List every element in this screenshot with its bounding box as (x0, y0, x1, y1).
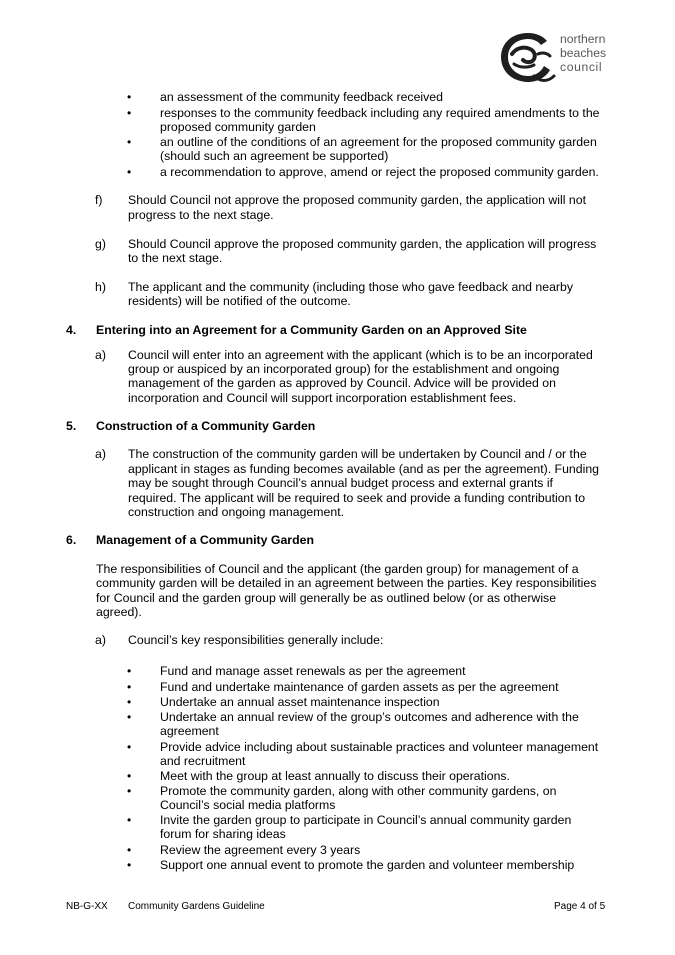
bullet-icon: • (127, 769, 132, 783)
section-heading: Entering into an Agreement for a Community Garden on an Approved Site (96, 323, 527, 337)
list-item: Provide advice including about sustainable practices and volunteer management (160, 740, 599, 754)
item-label: a) (95, 447, 106, 461)
paragraph-line: Council’s key responsibilities generally include: (128, 633, 384, 647)
bullet-icon: • (127, 165, 132, 179)
bullet-icon: • (127, 695, 132, 709)
bullet-icon: • (127, 90, 132, 104)
logo-line-3: council (560, 60, 603, 75)
step-text: The applicant and the community (including those who gave feedback and nearby (128, 280, 574, 294)
list-item: Undertake an annual asset maintenance inspection (160, 695, 440, 709)
paragraph-line: for Council and the garden group will generally be as outlined below (or as otherwise (96, 591, 557, 605)
section-number: 6. (66, 533, 77, 547)
paragraph-line: The responsibilities of Council and the applicant (the garden group) for management of a (96, 562, 579, 576)
council-logo (498, 30, 648, 85)
bullet-icon: • (127, 784, 132, 798)
document-code: NB-G-XX (66, 901, 108, 912)
list-item: a recommendation to approve, amend or reject the proposed community garden. (160, 165, 599, 179)
section-number: 5. (66, 419, 77, 433)
paragraph-line: community garden will be detailed in an agreement between the parties. Key responsibilities (96, 576, 597, 590)
item-label: a) (95, 633, 106, 647)
bullet-icon: • (127, 813, 132, 827)
list-item: an assessment of the community feedback received (160, 90, 443, 104)
list-item: Meet with the group at least annually to discuss their operations. (160, 769, 510, 783)
council-emblem-icon (498, 30, 558, 85)
section-heading: Management of a Community Garden (96, 533, 314, 547)
paragraph-line: The construction of the community garden will be undertaken by Council and / or the (128, 447, 587, 461)
step-text: Should Council approve the proposed community garden, the application will progress (128, 237, 597, 251)
list-item-continued: and recruitment (160, 754, 246, 768)
bullet-icon: • (127, 664, 132, 678)
step-text: progress to the next stage. (128, 208, 274, 222)
step-label-g: g) (95, 237, 106, 251)
item-label: a) (95, 348, 106, 362)
page-number: Page 4 of 5 (554, 901, 606, 912)
paragraph-line: group or auspiced by an incorporated group) for the establishment and ongoing (128, 362, 560, 376)
list-item-continued: agreement (160, 724, 219, 738)
document-title: Community Gardens Guideline (128, 901, 265, 912)
section-heading: Construction of a Community Garden (96, 419, 316, 433)
list-item: an outline of the conditions of an agreement for the proposed community garden (160, 135, 597, 149)
step-text: residents) will be notified of the outcome. (128, 294, 351, 308)
paragraph-line: applicant in stages as funding becomes available (and as per the agreement). Funding (128, 462, 599, 476)
list-item-continued: Council’s social media platforms (160, 798, 336, 812)
list-item: Fund and undertake maintenance of garden assets as per the agreement (160, 680, 559, 694)
bullet-icon: • (127, 740, 132, 754)
step-text: to the next stage. (128, 251, 223, 265)
bullet-icon: • (127, 858, 132, 872)
list-item: Invite the garden group to participate in Council’s annual community garden (160, 813, 572, 827)
bullet-icon: • (127, 680, 132, 694)
logo-wordmark (560, 32, 606, 75)
paragraph-line: Council will enter into an agreement with the applicant (which is to be an incorporated (128, 348, 593, 362)
bullet-icon: • (127, 106, 132, 120)
paragraph-line: may be sought through Council’s annual budget process and external grants if (128, 476, 553, 490)
list-item-continued: forum for sharing ideas (160, 827, 286, 841)
list-item: Undertake an annual review of the group’s outcomes and adherence with the (160, 710, 579, 724)
step-text: Should Council not approve the proposed community garden, the application will not (128, 193, 586, 207)
logo-line-1: northern (560, 32, 606, 46)
step-label-f: f) (95, 193, 103, 207)
bullet-icon: • (127, 135, 132, 149)
bullet-icon: • (127, 710, 132, 724)
paragraph-line: construction and ongoing management. (128, 505, 345, 519)
paragraph-line: agreed). (96, 605, 142, 619)
logo-line-2: beaches (560, 46, 607, 61)
list-item: Support one annual event to promote the garden and volunteer membership (160, 858, 575, 872)
list-item: responses to the community feedback including any required amendments to the (160, 106, 600, 120)
list-item-continued: (should such an agreement be supported) (160, 149, 389, 163)
paragraph-line: incorporation and Council will support incorporation establishment fees. (128, 391, 517, 405)
list-item: Promote the community garden, along with other community gardens, on (160, 784, 557, 798)
paragraph-line: management of the garden as approved by Council. Advice will be provided on (128, 376, 556, 390)
paragraph-line: required. The applicant will be required to seek and provide a funding contribution to (128, 491, 586, 505)
step-label-h: h) (95, 280, 106, 294)
list-item: Fund and manage asset renewals as per the agreement (160, 664, 466, 678)
bullet-icon: • (127, 843, 132, 857)
list-item: Review the agreement every 3 years (160, 843, 361, 857)
list-item-continued: proposed community garden (160, 120, 316, 134)
section-number: 4. (66, 323, 77, 337)
